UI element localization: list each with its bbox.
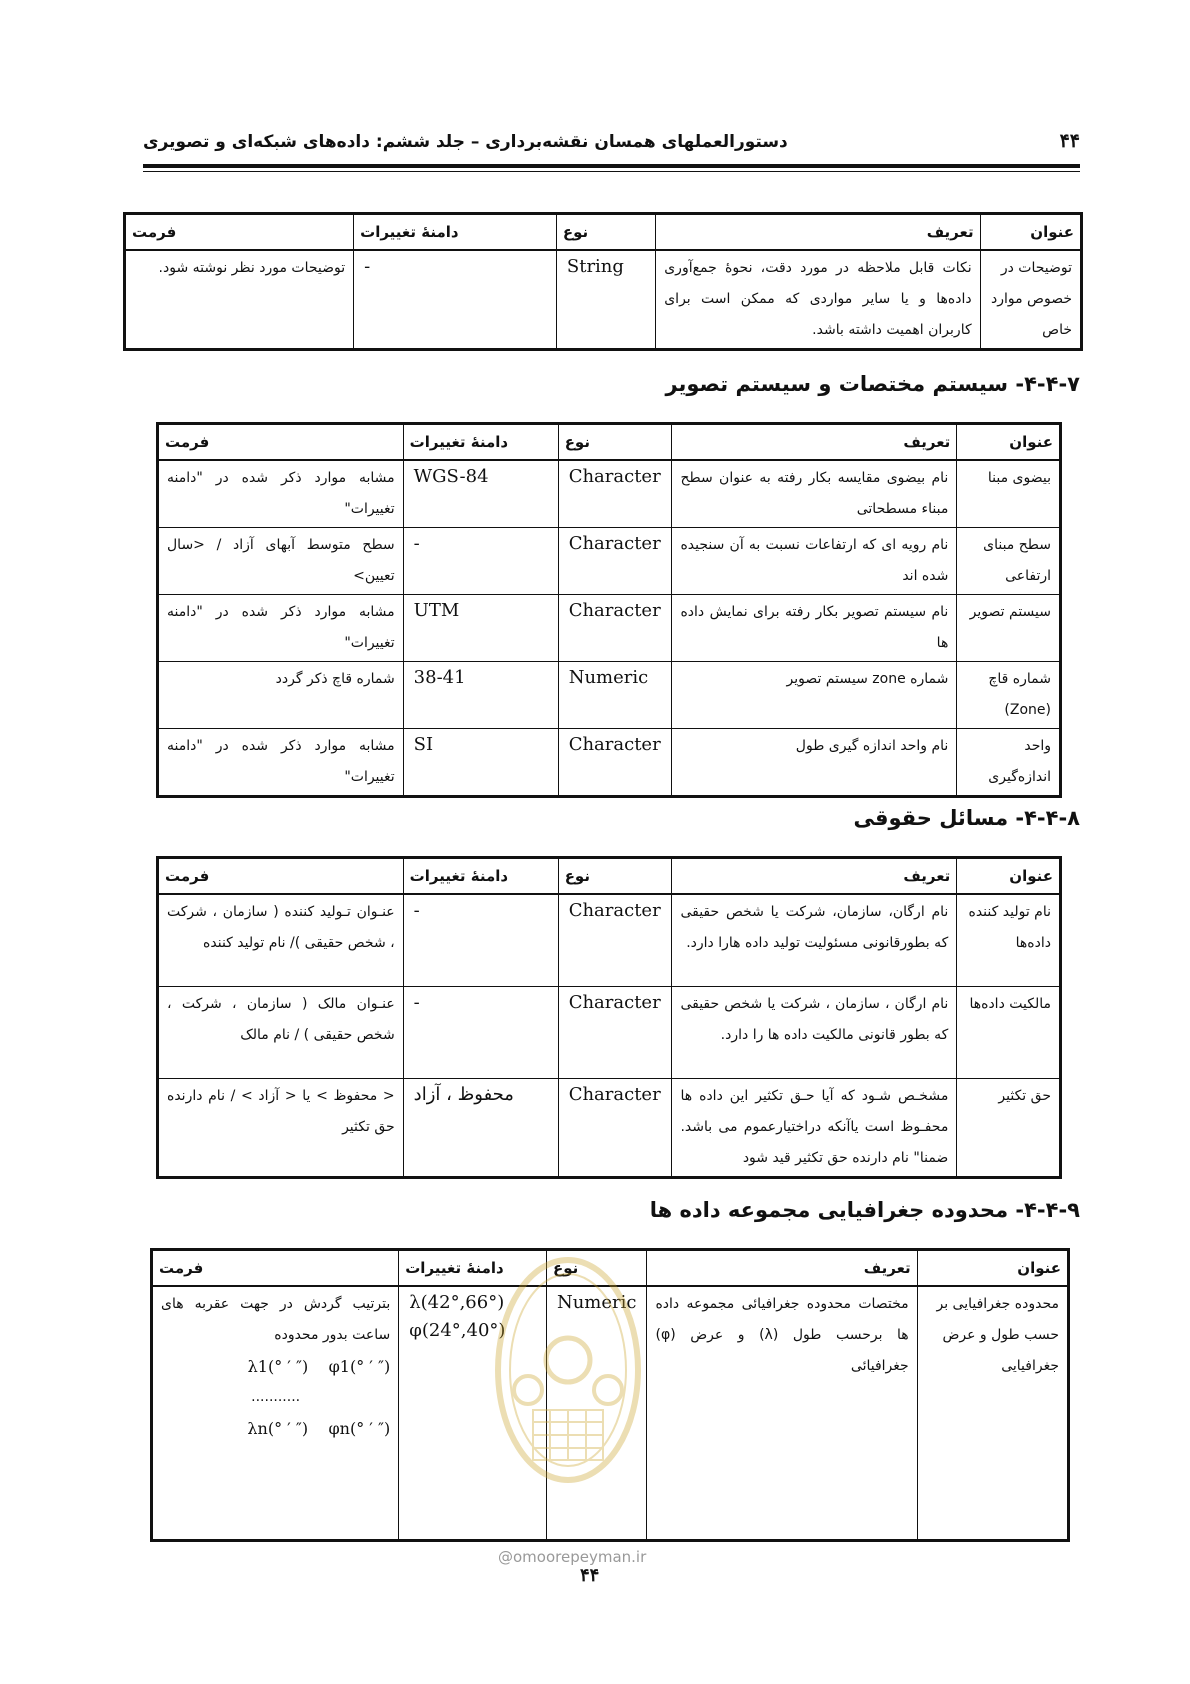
cell-type: Character <box>558 894 672 986</box>
book-title: دستورالعملهای همسان نقشه‌برداری – جلد ششم: داده‌های شبکه‌ای و تصویری <box>143 132 788 152</box>
cell-title: توضیحات در خصوص موارد خاص <box>980 250 1081 350</box>
cell-format: عنـوان تـولید کننده ( سازمان ، شرکت ، شخص حقیقی )/ نام تولید کننده <box>158 894 404 986</box>
col-header-type: نوع <box>558 424 672 461</box>
cell-range: - <box>403 894 558 986</box>
cell-title: بیضوی مبنا <box>957 460 1061 528</box>
cell-format: مشابه موارد ذکر شده در "دامنه تغییرات" <box>158 460 404 528</box>
col-header-format: فرمت <box>158 424 404 461</box>
cell-format: < محفوظ > یا < آزاد > / نام دارنده حق تکثیر <box>158 1078 404 1177</box>
table-row <box>125 250 1082 350</box>
header-rule-thick <box>143 164 1080 168</box>
cell-range: - <box>403 986 558 1078</box>
cell-range: WGS-84 <box>403 460 558 528</box>
cell-type: String <box>556 250 655 350</box>
cell-type: Character <box>558 595 672 662</box>
table-row <box>158 1078 1061 1177</box>
page-number-top: ۴۴ <box>1059 130 1080 152</box>
format-description: بترتیب گردش در جهت عقربه های ساعت بدور محدوده <box>161 1296 391 1343</box>
cell-definition: نکات قابل ملاحظه در مورد دقت، نحوهٔ جمع‌آوری داده‌ها و یا سایر مواردی که ممکن است برای کاربران اهمیت داشته باشد. <box>656 250 980 350</box>
special-notes-table <box>123 212 1083 351</box>
cell-title: نام تولید کننده داده‌ها <box>957 894 1061 986</box>
cell-definition: نام ارگان، سازمان، شرکت یا شخص حقیقی که بطورقانونی مسئولیت تولید داده هارا دارد. <box>672 894 957 986</box>
col-header-format: فرمت <box>158 858 404 895</box>
publisher-seal-watermark <box>488 1250 648 1490</box>
cell-type: Character <box>558 460 672 528</box>
cell-title: شماره قاچ (Zone) <box>957 662 1061 729</box>
col-header-definition: تعریف <box>672 858 957 895</box>
cell-definition: مختصات محدوده جغرافیائی مجموعه داده ها برحسب طول (λ) و عرض (φ) جغرافیائی <box>647 1286 917 1540</box>
cell-type: Character <box>558 986 672 1078</box>
cell-title: محدوده جغرافیایی بر حسب طول و عرض جغرافیایی <box>917 1286 1068 1540</box>
cell-format: عنـوان مالک ( سازمان ، شرکت ، شخص حقیقی ) / نام مالک <box>158 986 404 1078</box>
col-header-type: نوع <box>558 858 672 895</box>
table-header-row <box>158 858 1061 895</box>
cell-definition: شماره zone سیستم تصویر <box>672 662 957 729</box>
col-header-title: عنوان <box>917 1250 1068 1287</box>
cell-format: توضیحات مورد نظر نوشته شود. <box>125 250 354 350</box>
cell-definition: نام واحد اندازه گیری طول <box>672 729 957 797</box>
col-header-title: عنوان <box>980 214 1081 251</box>
table-row <box>158 662 1061 729</box>
cell-type: Character <box>558 528 672 595</box>
cell-title: سیستم تصویر <box>957 595 1061 662</box>
cell-title: مالکیت داده‌ها <box>957 986 1061 1078</box>
table-row <box>158 595 1061 662</box>
col-header-title: عنوان <box>957 424 1061 461</box>
cell-range: - <box>354 250 557 350</box>
coordinate-system-table <box>156 422 1062 798</box>
cell-definition: نام بیضوی مقایسه بکار رفته به عنوان سطح مبناء مسطحاتی <box>672 460 957 528</box>
col-header-format: فرمت <box>152 1250 399 1287</box>
section-heading-8: ۴-۴-۸- مسائل حقوقی <box>853 806 1080 830</box>
table-row <box>158 729 1061 797</box>
page-number-bottom: ۴۴ <box>580 1565 600 1586</box>
table-header-row <box>125 214 1082 251</box>
col-header-type: نوع <box>546 1250 647 1287</box>
cell-title: حق تکثیر <box>957 1078 1061 1177</box>
page-header <box>143 130 1080 158</box>
format-ellipsis: ........... <box>251 1389 301 1405</box>
range-longitude: λ(42°,66°) <box>409 1292 505 1313</box>
cell-format: مشابه موارد ذکر شده در "دامنه تغییرات" <box>158 595 404 662</box>
cell-definition: مشخـص شـود که آیا حـق تکثیر این داده ها محفـوظ است یاآنکه دراختیارعموم می باشد. ضمنا" نام دارنده حق تکثیر قید شود <box>672 1078 957 1177</box>
format-last-point: λn(° ′ ″) φn(° ′ ″) <box>247 1419 391 1438</box>
header-rule-thin <box>143 171 1080 172</box>
cell-type: Character <box>558 1078 672 1177</box>
table-header-row <box>158 424 1061 461</box>
col-header-definition: تعریف <box>656 214 980 251</box>
cell-range: SI <box>403 729 558 797</box>
cell-title: سطح مبنای ارتفاعی <box>957 528 1061 595</box>
watermark-url: @omoorepeyman.ir <box>498 1548 647 1566</box>
col-header-title: عنوان <box>957 858 1061 895</box>
cell-title: واحد اندازه‌گیری <box>957 729 1061 797</box>
cell-format: شماره قاچ ذکر گردد <box>158 662 404 729</box>
col-header-format: فرمت <box>125 214 354 251</box>
cell-range: 38-41 <box>403 662 558 729</box>
cell-format <box>152 1286 399 1540</box>
range-latitude: φ(24°,40°) <box>409 1320 506 1341</box>
cell-range: - <box>403 528 558 595</box>
col-header-range: دامنهٔ تغییرات <box>354 214 557 251</box>
cell-format: سطح متوسط آبهای آزاد / <سال تعیین> <box>158 528 404 595</box>
table-row <box>158 528 1061 595</box>
table-row <box>158 986 1061 1078</box>
legal-issues-table <box>156 856 1062 1179</box>
format-first-point: λ1(° ′ ″) φ1(° ′ ″) <box>247 1357 391 1376</box>
col-header-range: دامنهٔ تغییرات <box>403 858 558 895</box>
cell-definition: نام سیستم تصویر بکار رفته برای نمایش داده ها <box>672 595 957 662</box>
section-heading-9: ۴-۴-۹- محدوده جغرافیایی مجموعه داده ها <box>649 1198 1080 1222</box>
col-header-definition: تعریف <box>647 1250 917 1287</box>
cell-type: Numeric <box>558 662 672 729</box>
cell-type: Character <box>558 729 672 797</box>
cell-range: UTM <box>403 595 558 662</box>
cell-type: Numeric <box>546 1286 647 1540</box>
col-header-range: دامنهٔ تغییرات <box>399 1250 547 1287</box>
cell-definition: نام رویه ای که ارتفاعات نسبت به آن سنجیده شده اند <box>672 528 957 595</box>
cell-format: مشابه موارد ذکر شده در "دامنه تغییرات" <box>158 729 404 797</box>
section-heading-7: ۴-۴-۷- سیستم مختصات و سیستم تصویر <box>665 372 1080 396</box>
table-row <box>158 894 1061 986</box>
col-header-range: دامنهٔ تغییرات <box>403 424 558 461</box>
col-header-definition: تعریف <box>672 424 957 461</box>
cell-range: محفوظ ، آزاد <box>403 1078 558 1177</box>
cell-definition: نام ارگان ، سازمان ، شرکت یا شخص حقیقی که بطور قانونی مالکیت داده ها را دارد. <box>672 986 957 1078</box>
col-header-type: نوع <box>556 214 655 251</box>
table-row <box>158 460 1061 528</box>
